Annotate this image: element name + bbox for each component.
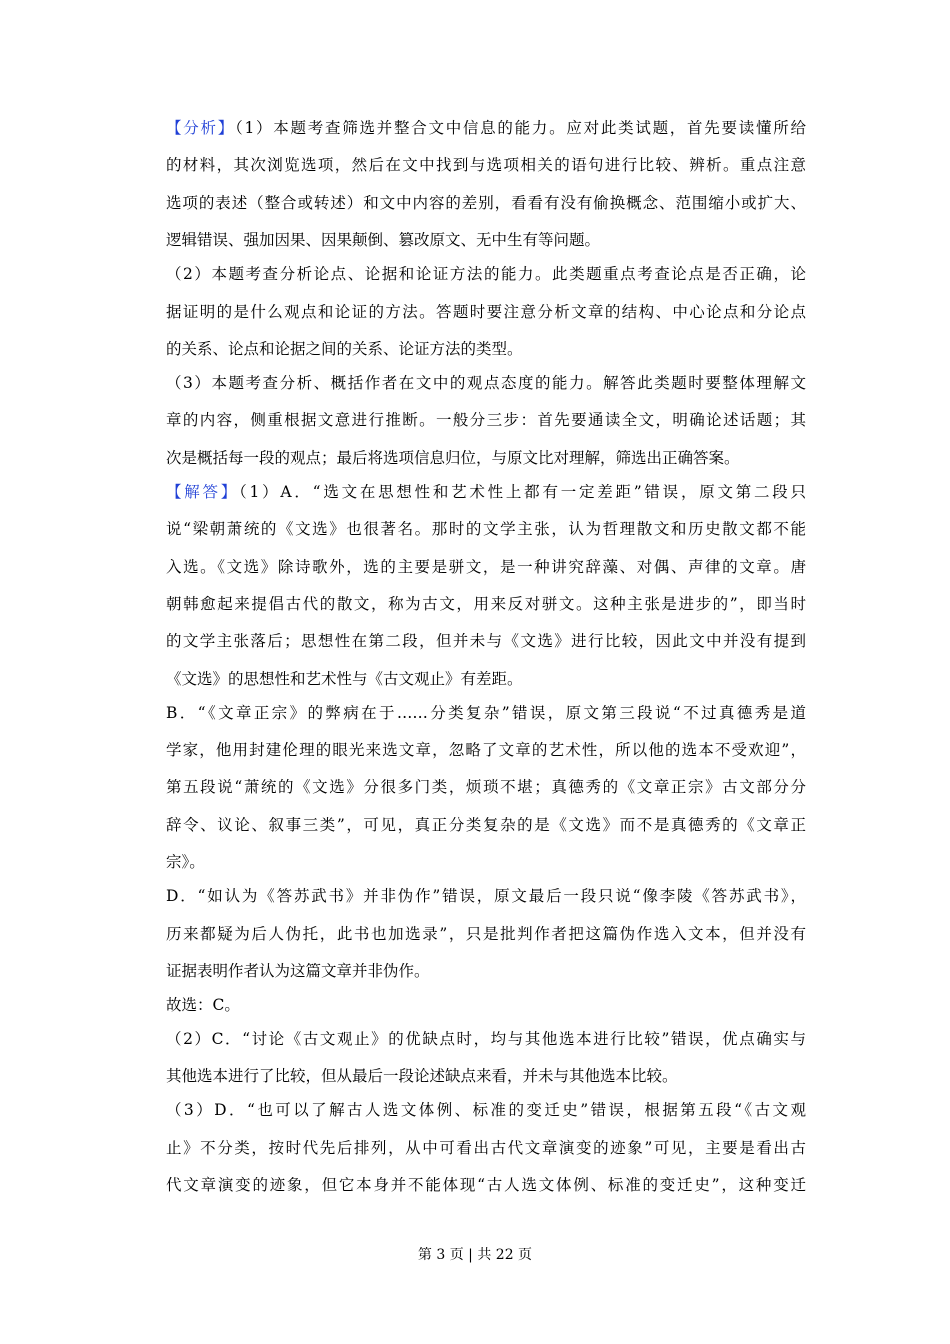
- text-line: [166, 1097, 806, 1134]
- text-line: [166, 227, 806, 261]
- line-text: （1）本题考查筛选并整合文中信息的能力。应对此类试题，首先要读懂所给: [234, 119, 806, 137]
- text-line: [166, 370, 806, 407]
- text-line: [166, 1135, 806, 1172]
- line-text: （2）本题考查分析论点、论据和论证方法的能力。此类题重点考查论点是否正确，论: [166, 265, 806, 284]
- line-text: 学家，他用封建伦理的眼光来选文章，忽略了文章的艺术性，所以他的选本不受欢迎”，: [166, 741, 806, 760]
- text-line: [166, 115, 806, 152]
- line-text: D．“如认为《答苏武书》并非伪作”错误，原文最后一段只说“像李陵《答苏武书》，: [166, 887, 806, 906]
- line-text: 入选。《文选》除诗歌外，选的主要是骈文，是一种讲究辞藻、对偶、声律的文章。唐: [166, 557, 806, 576]
- text-line: [166, 849, 806, 883]
- text-line: [166, 812, 806, 849]
- line-text: 章的内容，侧重根据文意进行推断。一般分三步：首先要通读全文，明确论述话题；其: [166, 411, 806, 430]
- text-line: [166, 1063, 806, 1097]
- line-text: 朝韩愈起来提倡古代的散文，称为古文，用来反对骈文。这种主张是进步的”，即当时: [166, 594, 806, 613]
- line-text: 的文学主张落后；思想性在第二段，但并未与《文选》进行比较，因此文中并没有提到: [166, 632, 806, 651]
- line-text: （3）D．“也可以了解古人选文体例、标准的变迁史”错误，根据第五段“《古文观: [166, 1101, 806, 1120]
- page-footer: 第 3 页 | 共 22 页: [417, 1247, 533, 1263]
- line-text: （3）本题考查分析、概括作者在文中的观点态度的能力。解答此类题时要整体理解文: [166, 373, 806, 392]
- text-line: [166, 479, 806, 516]
- document-body: [166, 115, 806, 1210]
- text-line: [166, 737, 806, 774]
- line-text: 宗》。: [166, 853, 205, 872]
- text-line: [166, 591, 806, 628]
- text-line: [166, 1026, 806, 1063]
- text-line: [166, 700, 806, 737]
- text-line: [166, 774, 806, 811]
- line-text: （2）C．“讨论《古文观止》的优缺点时，均与其他选本进行比较”错误，优点确实与: [166, 1030, 806, 1049]
- text-line: [166, 958, 806, 992]
- line-text: 故选：C。: [166, 996, 240, 1015]
- text-line: [166, 261, 806, 298]
- text-line: [166, 407, 806, 444]
- text-line: [166, 152, 806, 189]
- text-line: [166, 628, 806, 665]
- text-line: [166, 336, 806, 370]
- text-line: [166, 1172, 806, 1209]
- text-line: [166, 299, 806, 336]
- line-text: 据证明的是什么观点和论证的方法。答题时要注意分析文章的结构、中心论点和分论点: [166, 302, 806, 321]
- text-line: [166, 992, 806, 1026]
- text-line: [166, 445, 806, 479]
- text-line: [166, 554, 806, 591]
- section-tag: 【分析】: [166, 119, 235, 137]
- line-text: 证据表明作者认为这篇文章并非伪作。: [166, 962, 430, 981]
- line-text: 历来都疑为后人伪托，此书也加选录”，只是批判作者把这篇伪作选入文本，但并没有: [166, 924, 806, 943]
- text-line: [166, 516, 806, 553]
- line-text: （1）A．“选文在思想性和艺术性上都有一定差距”错误，原文第二段只: [239, 482, 806, 501]
- line-text: 的关系、论点和论据之间的关系、论证方法的类型。: [166, 339, 523, 358]
- text-line: [166, 883, 806, 920]
- line-text: 代文章演变的迹象，但它本身并不能体现“古人选文体例、标准的变迁史”，这种变迁: [166, 1176, 806, 1195]
- text-line: [166, 921, 806, 958]
- line-text: 辞令、议论、叙事三类”，可见，真正分类复杂的是《文选》而不是真德秀的《文章正: [166, 815, 806, 834]
- line-text: 止》不分类，按时代先后排列，从中可看出古代文章演变的迹象”可见，主要是看出古: [166, 1138, 806, 1157]
- text-line: [166, 666, 806, 700]
- line-text: 的材料，其次浏览选项，然后在文中找到与选项相关的语句进行比较、辨析。重点注意: [166, 156, 806, 175]
- line-text: 次是概括每一段的观点；最后将选项信息归位，与原文比对理解，筛选出正确答案。: [166, 448, 740, 467]
- line-text: 说“梁朝萧统的《文选》也很著名。那时的文学主张，认为哲理散文和历史散文都不能: [166, 520, 806, 539]
- line-text: 选项的表述（整合或转述）和文中内容的差别，看看有没有偷换概念、范围缩小或扩大、: [166, 193, 806, 212]
- line-text: B．“《文章正宗》的弊病在于……分类复杂”错误，原文第三段说“不过真德秀是道: [166, 703, 806, 722]
- text-line: [166, 190, 806, 227]
- section-tag: 【解答】: [166, 482, 240, 501]
- line-text: 其他选本进行了比较，但从最后一段论述缺点来看，并未与其他选本比较。: [166, 1067, 678, 1086]
- line-text: 第五段说“萧统的《文选》分很多门类，烦琐不堪；真德秀的《文章正宗》古文部分分: [166, 778, 806, 797]
- line-text: 逻辑错误、强加因果、因果颠倒、篡改原文、无中生有等问题。: [166, 231, 601, 250]
- line-text: 《文选》的思想性和艺术性与《古文观止》有差距。: [166, 669, 523, 688]
